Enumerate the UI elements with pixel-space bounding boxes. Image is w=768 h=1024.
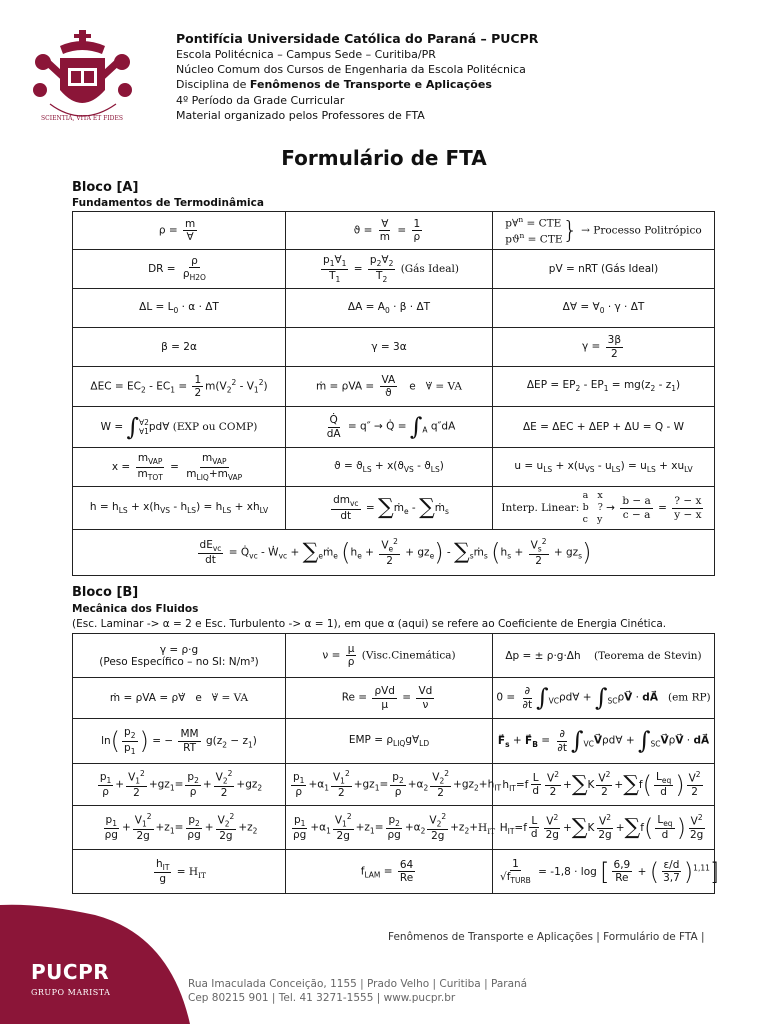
page-title: Formulário de FTA <box>281 146 487 170</box>
formula-gamma: γ = 3α <box>286 328 493 367</box>
footer-logo: PUCPR <box>31 960 110 984</box>
formula-polytropic: p∀$^n$ = CTE $pϑ^n$ = CTE } → Processo Politrópico <box>493 212 715 250</box>
formula-bernoulli-head: $\frac{p_1}{\rho g}$ + $\frac{V_1^2}{2g}$ $+z_1=$ $\frac{p_2}{\rho g}$ + $\frac{V_2^2}{2g}$ $+z_2$ <box>73 806 286 850</box>
bloco-b-heading: Bloco [B] <box>72 585 139 600</box>
formula-emp: EMP = $\rho_{LIQ}g\forall_{LD}$ <box>286 719 493 764</box>
formula-head-loss-energy: $h_{IT}=f$ $\frac{L}{d}$ $\frac{V^2}{2}$ +∑K $\frac{V^2}{2}$ +∑f( $\frac{L_{eq}}{d}$ ) $\frac{V^2}{2}$ <box>493 764 715 806</box>
formula-kinematic-viscosity: ν = $\frac{\mu}{\rho}$ (Visc.Cinemática) <box>286 634 493 678</box>
formula-stevin: Δp = ± ρ·g·Δh (Teorema de Stevin) <box>493 634 715 678</box>
bloco-a-table <box>72 211 715 576</box>
formula-volume-expansion: Δ∀ = $\forall_0 \cdot \gamma \cdot \Delta T$ <box>493 289 715 328</box>
formula-specific-volume: ϑ = $\frac{\forall}{m}$ = $\frac{1}{\rho}$ <box>286 212 493 250</box>
formula-specific-weight: γ = ρ·g (Peso Específico – no SI: N/m³) <box>73 634 286 678</box>
header-line-4: 4º Período da Grade Curricular <box>176 93 345 107</box>
formula-linear-expansion: $\Delta L = L_0 \cdot \alpha \cdot \Delta T$ <box>73 289 286 328</box>
footer-address-1: Rua Imaculada Conceição, 1155 | Prado Velho | Curitiba | Paraná <box>188 978 528 990</box>
footer-logo-sub: GRUPO MARISTA <box>31 988 111 997</box>
formula-ideal-gas: pV = nRT (Gás Ideal) <box>493 250 715 289</box>
header-block <box>176 31 538 123</box>
formula-first-law: ΔE = ΔEC + ΔEP + ΔU = Q - W <box>493 407 715 448</box>
university-name: Pontifícia Universidade Católica do Paraná – PUCPR <box>176 31 539 46</box>
pucpr-crest-logo <box>30 28 135 128</box>
formula-head-loss-H: $H_{IT}=f$ $\frac{L}{d}$ $\frac{V^2}{2g}$ +∑K $\frac{V^2}{2g}$ +∑f( $\frac{L_{eq}}{d}$ ) $\frac{V^2}{2g}$ <box>493 806 715 850</box>
bloco-a-subheading: Fundamentos de Termodinâmica <box>72 197 264 209</box>
formula-internal-energy-mix: $u = u_{LS} + x(u_{VS} - u_{LS}) = u_{LS} + xu_{LV}$ <box>493 448 715 487</box>
header-line-2: Núcleo Comum dos Cursos de Engenharia da Escola Politécnica <box>176 63 526 77</box>
formula-kinetic-energy: $\Delta EC = EC_2 - EC_1$ = $\frac{1}{2}$ $m(V_2^2 - V_1^2)$ <box>73 367 286 407</box>
formula-energy-loss: $\frac{p_1}{\rho}$ $+\alpha_1$ $\frac{V_1^2}{2}$ $+gz_1=$ $\frac{p_2}{\rho}$ $+\alpha_2$ $\frac{V_2^2}{2}$ $+gz_2+h_{IT}$ <box>286 764 493 806</box>
formula-mass-flow-b: ṁ = ρVA = ρ∀̇ e ∀̇ = VA <box>73 678 286 719</box>
formula-density: ρ = $\frac{m}{\forall}$ <box>73 212 286 250</box>
header-line-3: Disciplina de Fenômenos de Transporte e Aplicações <box>176 78 492 92</box>
formula-specific-volume-mix: $ϑ = ϑ_{LS} + x(ϑ_{VS} - ϑ_{LS})$ <box>286 448 493 487</box>
formula-head-conversion: $\frac{h_{IT}}{g}$ = $H_{IT}$ <box>73 850 286 894</box>
formula-beta: β = 2α <box>73 328 286 367</box>
formula-quality: x = $\frac{m_{VAP}}{m_{TOT}}$ = $\frac{m_{VAP}}{m_{LIQ}+m_{VAP}}$ <box>73 448 286 487</box>
formula-momentum: $F⃗_s$ + $F⃗_B$ = $\frac{\partial}{\partial t}$ $\int_{VC}V⃗\rho d\forall$ + $\int_{SC}V⃗\rho V⃗$ · dA⃗ <box>493 719 715 764</box>
formula-heat-flux: $\frac{Q̇}{dA}$ = q″ → Q̇ = $\int_A$ q″dA <box>286 407 493 448</box>
formula-mass-balance: $\frac{dm_{vc}}{dt}$ = ∑ṁ$_e$ - ∑ṁ$_s$ <box>286 487 493 530</box>
formula-energy-balance: $\frac{dE_{vc}}{dt}$ = $Q̇_{vc}$ - Ẇ$_{vc}$ + $\sum_eṁ_e$ ($h_e$ + $\frac{V_e^2}{2}$ + $gz_e$) - $\sum_sṁ_s$ ($h_s$ + $\frac{V_s^2}{2}$ + $gz_s$) <box>73 530 715 576</box>
bloco-b-table <box>72 633 720 894</box>
formula-ideal-gas-ratio: $\frac{p_1\forall_1}{T_1}$ = $\frac{p_2\forall_2}{T_2}$ (Gás Ideal) <box>286 250 493 289</box>
formula-work: W = ∫ ∀2 ∀1 pd∀ (EXP ou COMP) <box>73 407 286 448</box>
formula-laminar-friction: $f_{LAM}$ = $\frac{64}{Re}$ <box>286 850 493 894</box>
formula-potential-energy: $\Delta EP = EP_2 - EP_1 = mg(z_2 - z_1)$ <box>493 367 715 407</box>
formula-reynolds: Re = $\frac{\text{ρVd}}{\mu}$ = $\frac{Vd}{\nu}$ <box>286 678 493 719</box>
formula-linear-interpolation: Interp. Linear: a x b ? c y → $\frac{b - a}{c - a}$ = $\frac{? - x}{y - x}$ <box>493 487 715 530</box>
bloco-b-subheading: Mecânica dos Fluidos <box>72 603 199 615</box>
crest-motto: SCIENTIA, VITA ET FIDES <box>41 115 123 122</box>
formula-gamma-beta: γ = $\frac{3\beta}{2}$ <box>493 328 715 367</box>
formula-relative-density: DR = $\frac{\rho}{\rho_{H2O}}$ <box>73 250 286 289</box>
bloco-a-heading: Bloco [A] <box>72 180 139 195</box>
formula-enthalpy-mix: $h = h_{LS} + x(h_{VS} - h_{LS}) = h_{LS} + xh_{LV}$ <box>73 487 286 530</box>
footer-address-2: Cep 80215 901 | Tel. 41 3271-1555 | www.pucpr.br <box>188 992 456 1004</box>
header-line-5: Material organizado pelos Professores de FTA <box>176 108 425 122</box>
formula-mass-flow: ṁ = ρVA = $\frac{VA}{ϑ}$ e ∀̇ = VA <box>286 367 493 407</box>
footer-course-line: Fenômenos de Transporte e Aplicações | Formulário de FTA | <box>388 931 705 943</box>
formula-bernoulli-energy: $\frac{p_1}{\rho}$ + $\frac{V_1^2}{2}$ $+gz_1=$ $\frac{p_2}{\rho}$ + $\frac{V_2^2}{2}$ $+gz_2$ <box>73 764 286 806</box>
formula-area-expansion: $\Delta A = A_0 \cdot \beta \cdot \Delta T$ <box>286 289 493 328</box>
formula-haaland: $\frac{1}{√f_{TURB}}$ = -1,8 · log [ $\frac{6,9}{Re}$ + ( $\frac{\varepsilon/d}{3,7}$ )$^{1,11}$] <box>493 850 715 894</box>
header-line-1: Escola Politécnica – Campus Sede – Curitiba/PR <box>176 48 436 61</box>
formula-continuity: 0 = $\frac{\partial}{\partial t}$ $\int_{VC}\rho d\forall$ + $\int_{SC}\rho V⃗$ · dA⃗ (em RP) <box>493 678 715 719</box>
formula-head-loss-eq: $\frac{p_1}{\rho g}$ $+\alpha_1$ $\frac{V_1^2}{2g}$ $+z_1=$ $\frac{p_2}{\rho g}$ $+\alpha_2$ $\frac{V_2^2}{2g}$ $+z_2+H_{IT}$ <box>286 806 493 850</box>
formula-isothermal-atmosphere: ln( $\frac{p_2}{p_1}$ ) = − $\frac{MM}{RT}$ $g(z_2 - z_1)$ <box>73 719 286 764</box>
bloco-b-note: (Esc. Laminar -> α = 2 e Esc. Turbulento -> α = 1), em que α (aqui) se refere ao Coeficiente de Energia Cinética. <box>72 618 667 630</box>
